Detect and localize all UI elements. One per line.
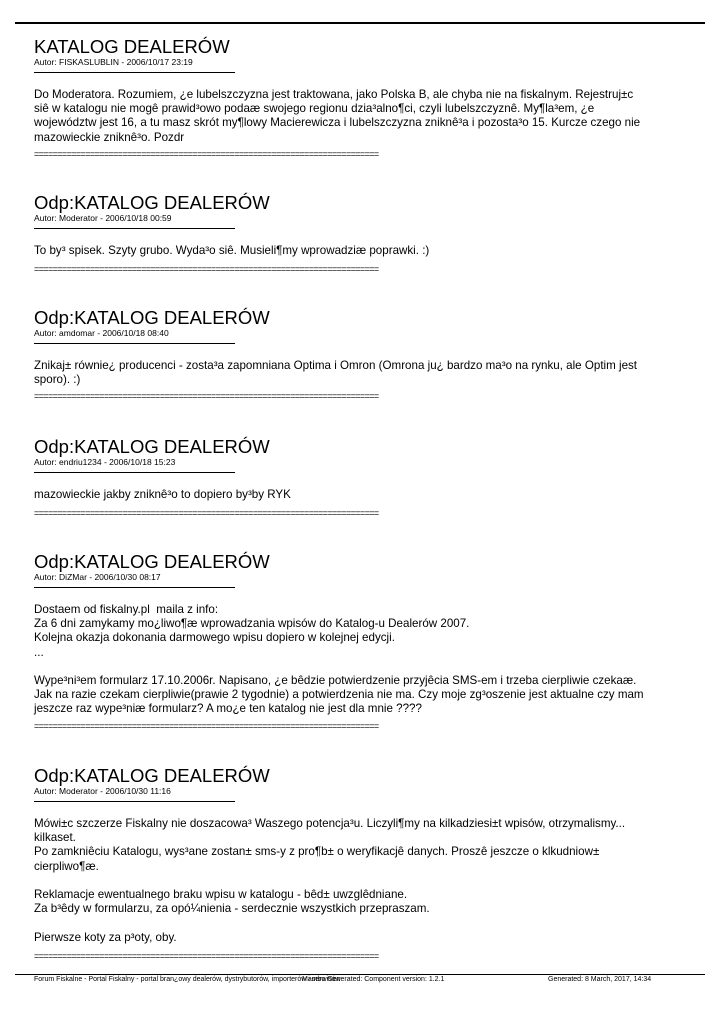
post-header-underline (34, 472, 235, 473)
post-header-underline (34, 343, 235, 344)
post-author-meta: Autor: Moderator - 2006/10/30 11:16 (34, 786, 171, 796)
forum-post (34, 437, 684, 518)
post-author-meta: Autor: amdomar - 2006/10/18 08:40 (34, 328, 169, 338)
post-header-underline (34, 587, 235, 588)
post-title: Odp:KATALOG DEALERÓW (34, 192, 270, 213)
post-separator: ========================================================================== (34, 950, 379, 961)
post-separator: ========================================================================== (34, 508, 379, 519)
post-title: Odp:KATALOG DEALERÓW (34, 765, 270, 786)
post-header-underline (34, 72, 235, 73)
forum-post (34, 37, 684, 159)
post-body: Dostaem od fiskalny.pl maila z info: Za 6 dni zamykamy mo¿liwo¶æ wprowadzania wpisów do Katalog-u Dealerów 2007. Kolejna okazja dokonania darmowego wpisu dopiero w kolejnej edycji. ... Wype³ni³em formularz 17.10.2006r. Napisano, ¿e bêdzie potwierdzenie przyjêcia SMS-em i trzeba cierpliwie czekaæ. Jak na razie czekam cierpliwie(prawie 2 tygodnie) a potwierdzenia nie ma. Czy moje zg³oszenie jest aktualne czy mam jeszcze raz wype³niæ formularz? A mo¿e ten katalog nie jest dla mnie ???? (34, 603, 644, 716)
post-header-underline (34, 801, 235, 802)
post-body: To by³ spisek. Szyty grubo. Wyda³o siê. Musieli¶my wprowadziæ poprawki. :) (34, 244, 430, 257)
post-separator: ========================================================================== (34, 148, 379, 159)
post-body: mazowieckie jakby zniknê³o to dopiero by³by RYK (34, 488, 291, 501)
forum-post (34, 308, 684, 401)
post-separator: ========================================================================== (34, 391, 379, 402)
forum-post (34, 766, 684, 961)
footer-component-version: Mambo Generated: Component version: 1.2.1 (302, 976, 445, 983)
top-rule (15, 22, 705, 24)
post-separator: ========================================================================== (34, 264, 379, 275)
forum-post (34, 193, 684, 274)
forum-post (34, 552, 684, 731)
post-author-meta: Autor: endriu1234 - 2006/10/18 15:23 (34, 457, 176, 467)
post-author-meta: Autor: FISKASLUBLIN - 2006/10/17 23:19 (34, 57, 193, 67)
post-author-meta: Autor: DiZMar - 2006/10/30 08:17 (34, 572, 161, 582)
footer-site-name: Forum Fiskalne - Portal Fiskalny - portal bran¿owy dealerów, dystrybutorów, importerów i serwisów (34, 976, 341, 983)
post-separator: ========================================================================== (34, 720, 379, 731)
post-body: Mówi±c szczerze Fiskalny nie doszacowa³ Waszego potencja³u. Liczyli¶my na kilkadziesi±t wpisów, otrzymalismy... kilkaset. Po zamkniêciu Katalogu, wys³ane zostan± sms-y z pro¶b± o weryfikacjê danych. Proszê jeszcze o klkudniow± cierpliwo¶æ. Reklamacje ewentualnego braku wpisu w katalogu - bêd± uwzglêdniane. Za b³êdy w formularzu, za opó¼nienia - serdecznie wszystkich przepraszam. Pierwsze koty za p³oty, oby. (34, 817, 626, 944)
post-title: Odp:KATALOG DEALERÓW (34, 551, 270, 572)
post-title: KATALOG DEALERÓW (34, 36, 230, 57)
post-header-underline (34, 228, 235, 229)
post-title: Odp:KATALOG DEALERÓW (34, 307, 270, 328)
footer-generated-date: Generated: 8 March, 2017, 14:34 (548, 976, 652, 983)
post-author-meta: Autor: Moderator - 2006/10/18 00:59 (34, 213, 172, 223)
post-title: Odp:KATALOG DEALERÓW (34, 436, 270, 457)
post-body: Do Moderatora. Rozumiem, ¿e lubelszczyzna jest traktowana, jako Polska B, ale chyba nie na fiskalnym. Rejestruj±c siê w katalogu nie mogê prawid³owo podaæ swojego regionu dzia³alno¶ci, czyli lubelszczyznê. My¶la³em, ¿e województw jest 16, a tu masz skrót my¶lowy Macierewicza i lubelszczyzna zniknê³a i pozosta³o 15. Kurcze czego nie mazowieckie zniknê³o. Pozdr (34, 88, 641, 144)
post-body: Znikaj± równie¿ producenci - zosta³a zapomniana Optima i Omron (Omrona ju¿ bardzo ma³o na rynku, ale Optim jest sporo). :) (34, 359, 638, 387)
